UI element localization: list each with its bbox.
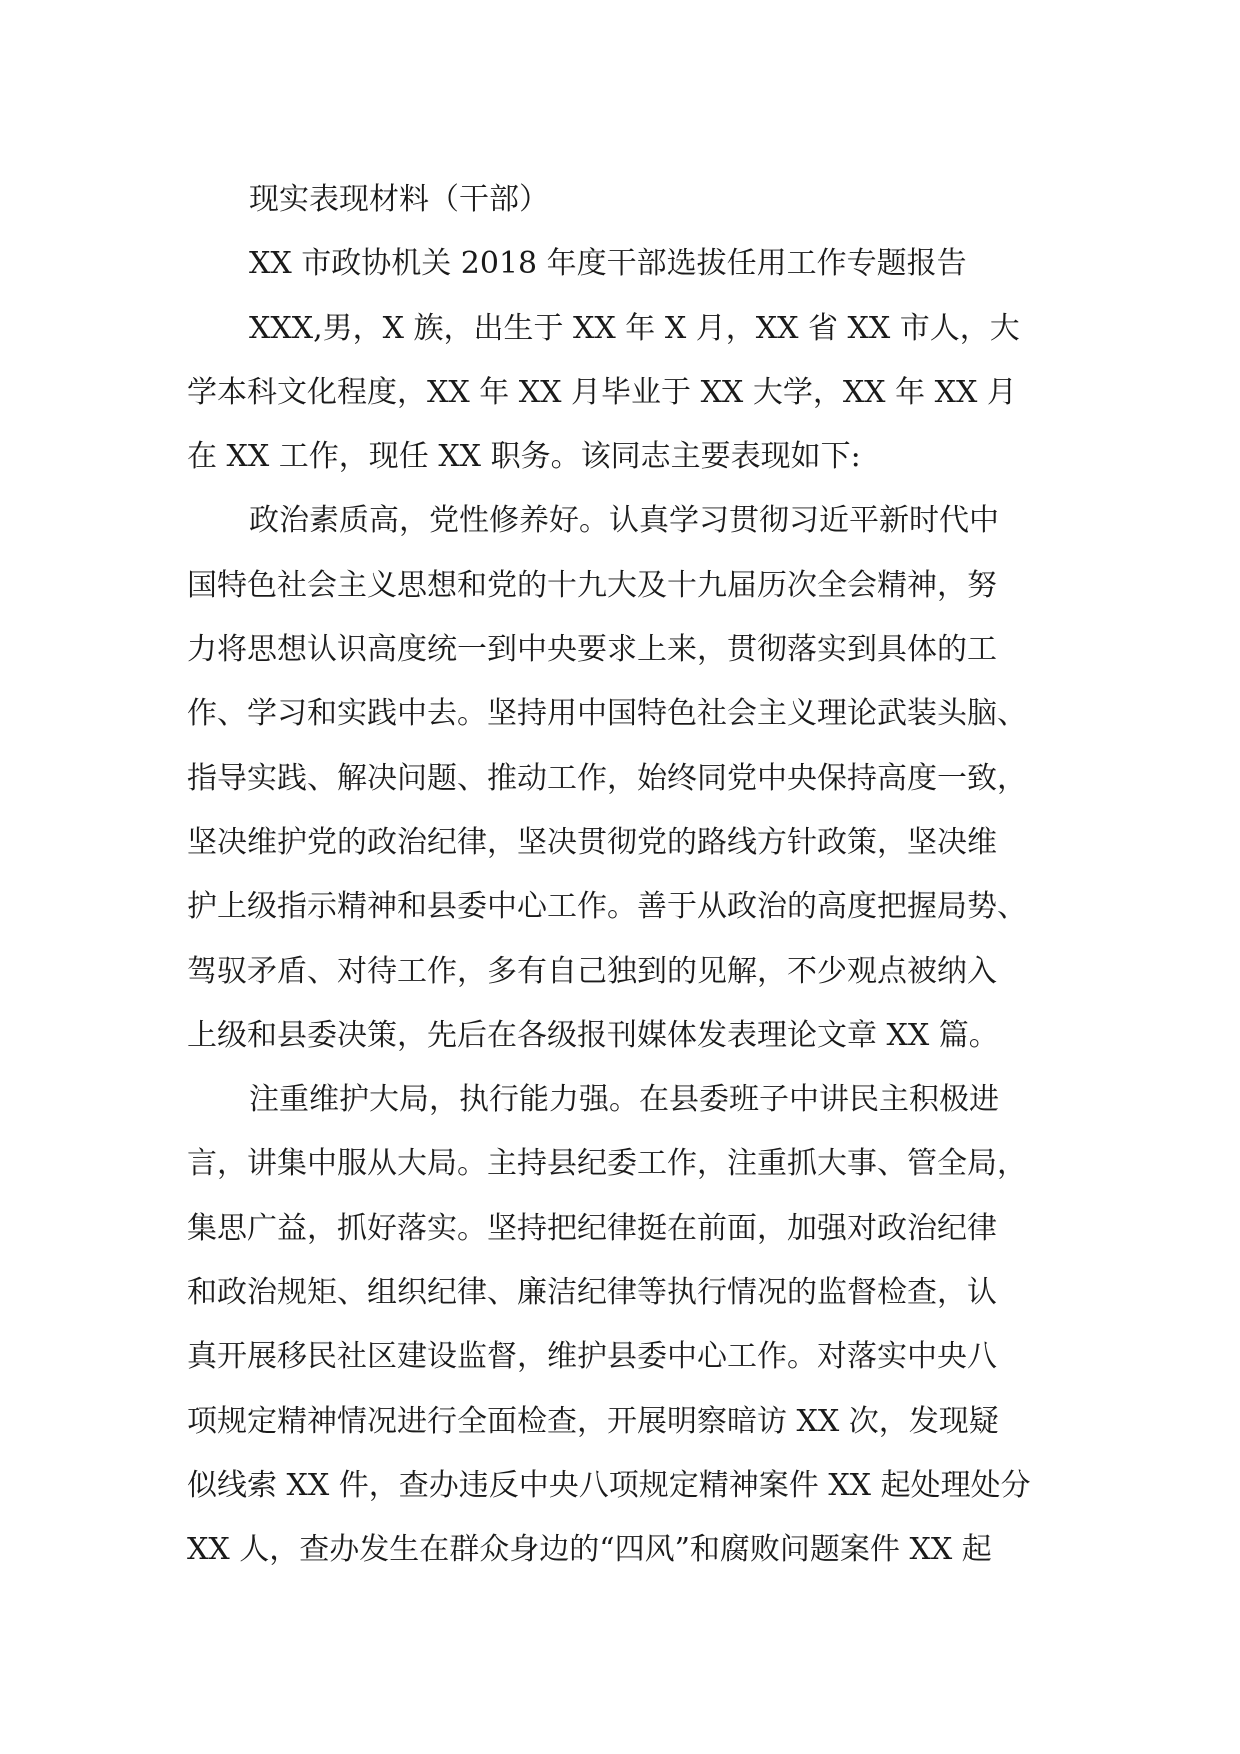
text-line: 注重维护大局，执行能力强。在县委班子中讲民主积极进 (249, 1082, 999, 1118)
text-line: 作、学习和实践中去。坚持用中国特色社会主义理论武装头脑、 (187, 696, 1027, 732)
text-line: 指导实践、解决问题、推动工作，始终同党中央保持高度一致， (187, 760, 1027, 796)
text-line: 言，讲集中服从大局。主持县纪委工作，注重抓大事、管全局， (187, 1146, 1027, 1182)
text-line: 在 XX 工作，现任 XX 职务。该同志主要表现如下: (187, 439, 861, 475)
text-line: 项规定精神情况进行全面检查，开展明察暗访 XX 次，发现疑 (187, 1403, 999, 1439)
text-line: 国特色社会主义思想和党的十九大及十九届历次全会精神，努 (187, 567, 997, 603)
text-line: 和政治规矩、组织纪律、廉洁纪律等执行情况的监督检查，认 (187, 1275, 997, 1311)
text-line: 驾驭矛盾、对待工作，多有自己独到的见解，不少观点被纳入 (187, 953, 997, 989)
text-line: 集思广益，抓好落实。坚持把纪律挺在前面，加强对政治纪律 (187, 1210, 997, 1246)
text-line: 似线索 XX 件，查办违反中央八项规定精神案件 XX 起处理处分 (187, 1467, 1031, 1503)
text-line: XX 人，查办发生在群众身边的“四风”和腐败问题案件 XX 起 (187, 1532, 992, 1568)
text-line: 上级和县委决策，先后在各级报刊媒体发表理论文章 XX 篇。 (187, 1017, 999, 1053)
document-title: 现实表现材料（干部） (249, 182, 549, 217)
report-subtitle: XX 市政协机关 2018 年度干部选拔任用工作专题报告 (249, 246, 967, 282)
text-line: 护上级指示精神和县委中心工作。善于从政治的高度把握局势、 (187, 889, 1027, 925)
text-line: 政治素质高，党性修养好。认真学习贯彻习近平新时代中 (249, 503, 999, 539)
text-line: XXX,男，X 族，出生于 XX 年 X 月，XX 省 XX 市人，大 (249, 310, 1020, 346)
text-line: 学本科文化程度，XX 年 XX 月毕业于 XX 大学，XX 年 XX 月 (187, 374, 1017, 410)
text-line: 真开展移民社区建设监督，维护县委中心工作。对落实中央八 (187, 1339, 997, 1375)
text-line: 力将思想认识高度统一到中央要求上来，贯彻落实到具体的工 (187, 632, 997, 668)
text-line: 坚决维护党的政治纪律，坚决贯彻党的路线方针政策，坚决维 (187, 824, 997, 860)
document-body (187, 168, 1087, 1583)
